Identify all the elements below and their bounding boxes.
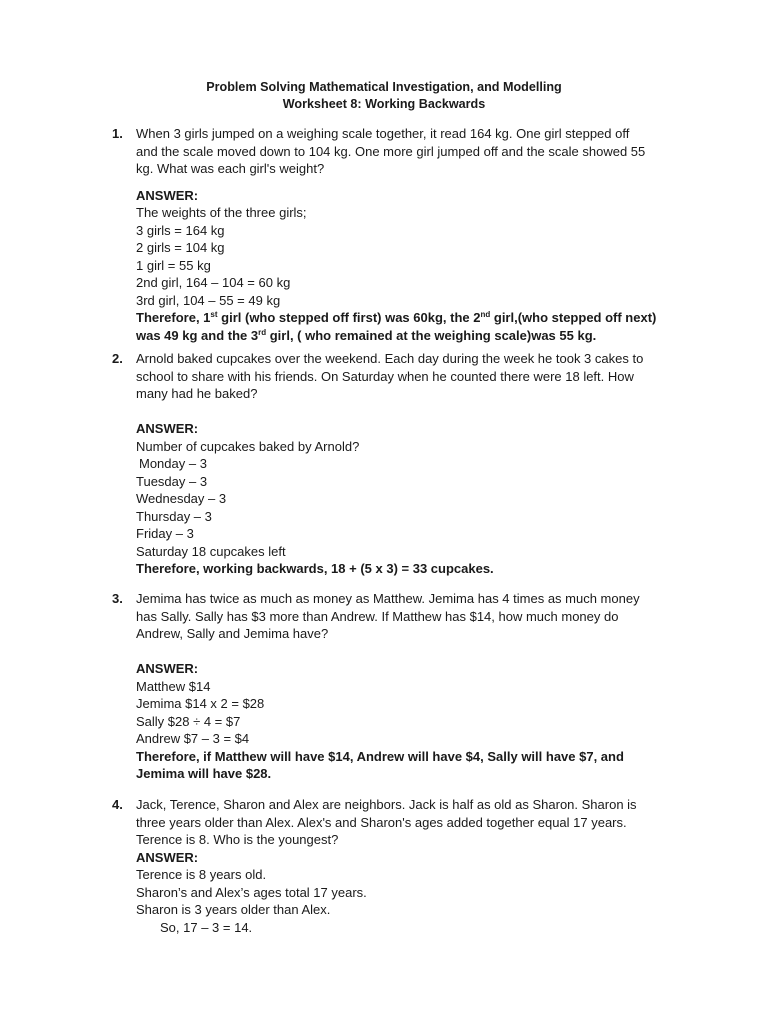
answer-line: Andrew $7 – 3 = $4 — [136, 731, 250, 746]
answer-line: Thursday – 3 — [136, 508, 212, 524]
question-3-text-line: has Sally. Sally has $3 more than Andrew. If Matthew has $14, how much money do — [136, 608, 619, 624]
question-3-text-line: Andrew, Sally and Jemima have? — [136, 626, 329, 641]
answer-line: Terence is 8 years old. — [136, 867, 267, 882]
question-2-number: 2. — [112, 351, 123, 366]
answer-conclusion: was 49 kg and the 3rd girl, ( who remained at the weighing scale)was 55 kg. — [136, 327, 597, 343]
answer-line: The weights of the three girls; — [136, 205, 307, 220]
question-1 — [136, 125, 696, 344]
answer-label: ANSWER: — [136, 187, 199, 203]
answer-conclusion: Therefore, working backwards, 18 + (5 x 3) = 33 cupcakes. — [136, 561, 494, 576]
answer-line: Tuesday – 3 — [136, 473, 208, 489]
question-4-text-line: Jack, Terence, Sharon and Alex are neighbors. Jack is half as old as Sharon. Sharon is — [136, 797, 637, 812]
answer-label: ANSWER: — [136, 661, 199, 676]
question-4-text-line: Terence is 8. Who is the youngest? — [136, 832, 339, 847]
question-1-text-line: and the scale moved down to 104 kg. One more girl jumped off and the scale showed 55 — [136, 143, 646, 159]
answer-line: Number of cupcakes baked by Arnold? — [136, 438, 360, 454]
answer-line: Jemima $14 x 2 = $28 — [136, 696, 265, 711]
answer-line: 1 girl = 55 kg — [136, 257, 211, 273]
worksheet-subtitle: Worksheet 8: Working Backwards — [282, 97, 486, 111]
question-3-text-line: Jemima has twice as much as money as Matthew. Jemima has 4 times as much money — [136, 591, 640, 606]
question-1-text-line: When 3 girls jumped on a weighing scale together, it read 164 kg. One girl stepped off — [136, 126, 630, 141]
question-2-text-line: Arnold baked cupcakes over the weekend. Each day during the week he took 3 cakes to — [136, 351, 644, 366]
answer-conclusion: Therefore, 1st girl (who stepped off first) was 60kg, the 2nd girl,(who stepped off next) — [136, 310, 657, 325]
question-1-number: 1. — [112, 126, 123, 141]
answer-line: 2 girls = 104 kg — [136, 240, 225, 255]
answer-label: ANSWER: — [136, 849, 199, 865]
question-2-text-line: many had he baked? — [136, 386, 258, 401]
answer-line: 3 girls = 164 kg — [136, 222, 225, 238]
worksheet-title: Problem Solving Mathematical Investigation, and Modelling — [206, 80, 562, 94]
answer-line: Matthew $14 — [136, 678, 211, 694]
answer-line: 3rd girl, 104 – 55 = 49 kg — [136, 292, 281, 308]
answer-line: Friday – 3 — [136, 526, 194, 541]
question-4-text-line: three years older than Alex. Alex's and Sharon's ages added together equal 17 years. — [136, 814, 627, 830]
answer-line: Sharon is 3 years older than Alex. — [136, 902, 331, 917]
answer-conclusion: Jemima will have $28. — [136, 766, 272, 781]
answer-line: Sally $28 ÷ 4 = $7 — [136, 713, 241, 729]
question-4-number: 4. — [112, 797, 123, 812]
answer-line: Wednesday – 3 — [136, 491, 227, 506]
question-3 — [136, 590, 696, 783]
answer-conclusion: Therefore, if Matthew will have $14, Andrew will have $4, Sally will have $7, and — [136, 748, 624, 764]
question-3-number: 3. — [112, 591, 123, 606]
answer-line: 2nd girl, 164 – 104 = 60 kg — [136, 275, 291, 290]
question-2-text-line: school to share with his friends. On Saturday when he counted there were 18 left. How — [136, 368, 634, 384]
answer-line: Sharon’s and Alex’s ages total 17 years. — [136, 884, 367, 900]
answer-line: Monday – 3 — [139, 456, 207, 471]
question-2 — [136, 350, 696, 578]
question-1-text-line: kg. What was each girl's weight? — [136, 161, 325, 176]
answer-line: Saturday 18 cupcakes left — [136, 543, 286, 559]
question-4 — [136, 796, 696, 936]
answer-label: ANSWER: — [136, 421, 199, 436]
answer-line: So, 17 – 3 = 14. — [160, 919, 253, 935]
